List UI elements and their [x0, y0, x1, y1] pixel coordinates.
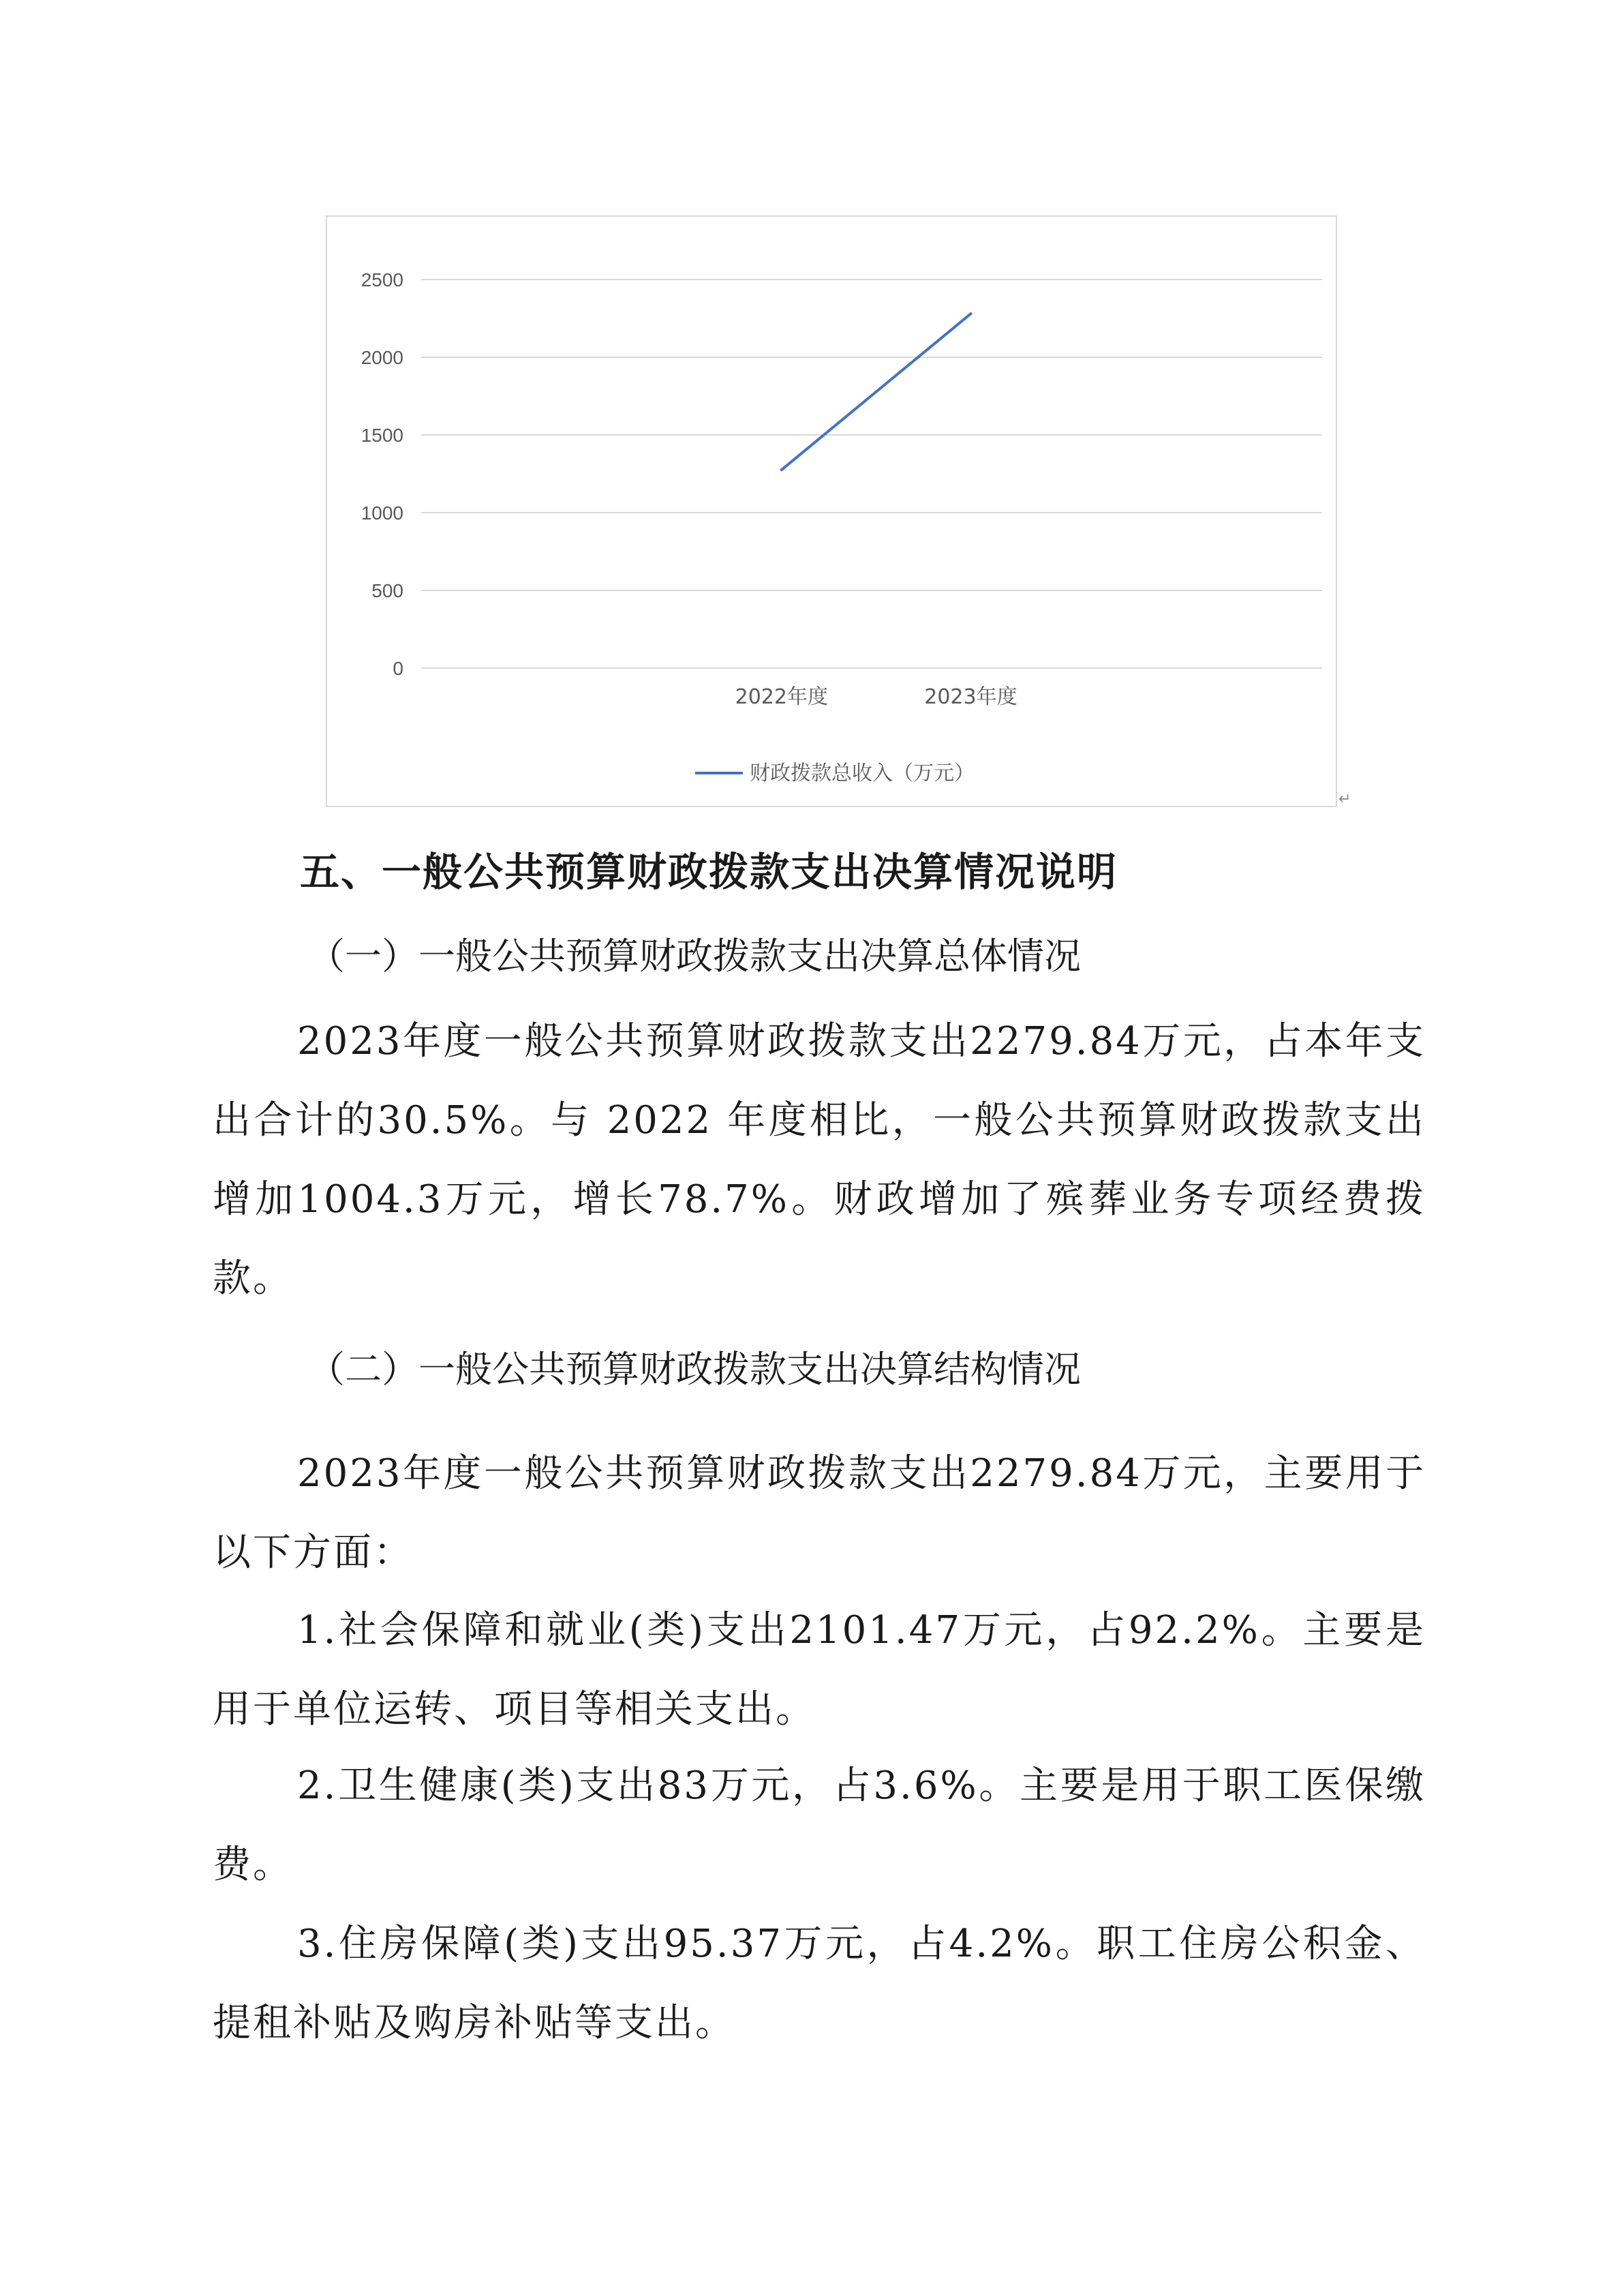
subsection-title-structure: （二）一般公共预算财政拨款支出决算结构情况 [308, 1348, 1081, 1391]
x-tick-label-1: 2023年度 [924, 685, 1017, 709]
list-item-health [213, 1747, 1426, 1905]
paragraph-overall [213, 1002, 1426, 1318]
list-item-housing-text: 3.住房保障(类)支出95.37万元，占4.2%。职工住房公积金、提租补贴及购房补贴等支出。 [213, 1922, 1426, 2045]
series-point-0-1 [969, 312, 972, 315]
chart-svg [327, 217, 1338, 809]
list-item-health-text: 2.卫生健康(类)支出83万元，占3.6%。主要是用于职工医保缴费。 [213, 1764, 1426, 1887]
subsection-title-overall: （一）一般公共预算财政拨款支出决算总体情况 [308, 935, 1081, 978]
y-tick-label-2000: 2000 [361, 347, 403, 368]
series-line-0 [782, 314, 971, 470]
paragraph-structure [213, 1434, 1426, 1592]
list-item-social-security-text: 1.社会保障和就业(类)支出2101.47万元，占92.2%。主要是用于单位运转、项目等相关支出。 [213, 1608, 1426, 1732]
y-tick-label-1000: 1000 [361, 502, 403, 524]
section-title: 五、一般公共预算财政拨款支出决算情况说明 [300, 849, 1118, 895]
legend-label-0: 财政拨款总收入（万元） [750, 761, 975, 785]
revenue-line-chart [326, 215, 1337, 807]
paragraph-structure-text: 2023年度一般公共预算财政拨款支出2279.84万元，主要用于以下方面： [213, 1451, 1426, 1575]
list-item-social-security [213, 1591, 1426, 1749]
y-tick-label-1500: 1500 [361, 425, 403, 446]
list-item-housing [213, 1905, 1426, 2063]
paragraph-overall-text: 2023年度一般公共预算财政拨款支出2279.84万元，占本年支出合计的30.5%。与 2022 年度相比，一般公共预算财政拨款支出增加1004.3万元，增长78.7%。财政增加了殡葬业务专项经费拨款。 [213, 1019, 1426, 1301]
y-tick-label-2500: 2500 [361, 269, 403, 290]
y-tick-label-500: 500 [371, 580, 403, 601]
series-point-0-0 [780, 468, 783, 471]
x-tick-label-0: 2022年度 [735, 685, 828, 709]
paragraph-return-mark: ↵ [1338, 791, 1351, 808]
y-tick-label-0: 0 [393, 658, 403, 679]
